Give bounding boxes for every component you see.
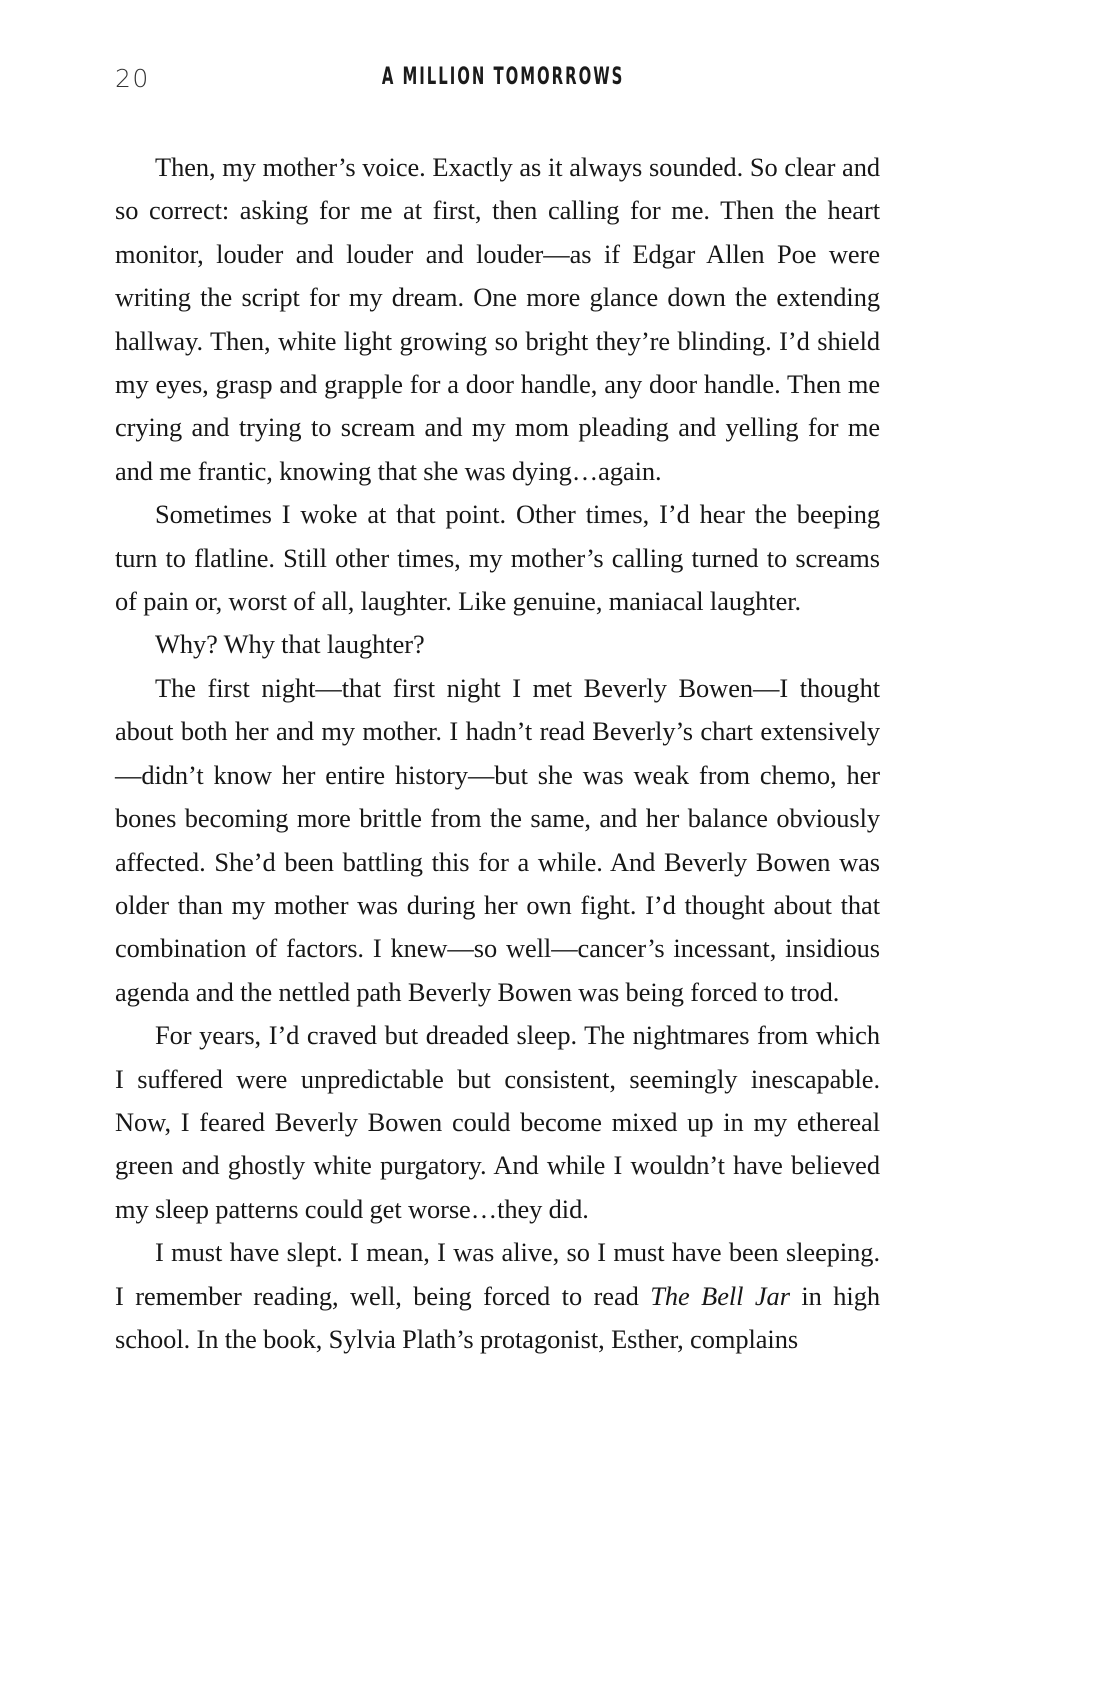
paragraph-5: For years, I’d craved but dreaded sleep. The nightmares from which I suffered were unpredictable but consistent, seemingly inescapable. Now, I feared Beverly Bowen could become mixed up in my ethereal green and ghostly white purgatory. And while I wouldn’t have believed my sleep patterns could get worse…they did. bbox=[115, 1020, 880, 1224]
running-header bbox=[115, 62, 985, 102]
paragraph-1: Then, my mother’s voice. Exactly as it always sounded. So clear and so correct: asking for me at first, then calling for me. Then the heart monitor, louder and louder and louder—as if Edgar Allen Poe were writing the script for my dream. One more glance down the extending hallway. Then, white light growing so bright they’re blinding. I’d shield my eyes, grasp and grapple for a door handle, any door handle. Then me crying and trying to scream and my mom pleading and yelling for me and me frantic, knowing that she was dying…again. bbox=[115, 152, 880, 486]
running-head-title-text: A MILLION TOMORROWS bbox=[381, 62, 625, 90]
paragraph-6: I must have slept. I mean, I was alive, so I must have been sleeping. I remember reading, well, being forced to read The Bell Jar in high school. In the book, Sylvia Plath’s protagonist, Esther, complains bbox=[115, 1237, 880, 1354]
body-text-block bbox=[115, 146, 880, 1361]
page-number: 20 bbox=[115, 64, 150, 93]
paragraph-4: The first night—that first night I met Beverly Bowen—I thought about both her and my mother. I hadn’t read Beverly’s chart extensively—didn’t know her entire history—but she was weak from chemo, her bones becoming more brittle from the same, and her balance obviously affected. She’d been battling this for a while. And Beverly Bowen was older than my mother was during her own fight. I’d thought about that combination of factors. I knew—so well—cancer’s incessant, insidious agenda and the nettled path Beverly Bowen was being forced to trod. bbox=[115, 672, 880, 1007]
running-head-title bbox=[382, 62, 773, 90]
paragraph-2: Sometimes I woke at that point. Other times, I’d hear the beeping turn to flatline. Still other times, my mother’s calling turned to screams of pain or, worst of all, laughter. Like genuine, maniacal laughter. bbox=[115, 499, 880, 617]
paragraph-3: Why? Why that laughter? bbox=[155, 629, 425, 660]
book-title-italic: The Bell Jar bbox=[650, 1280, 790, 1311]
